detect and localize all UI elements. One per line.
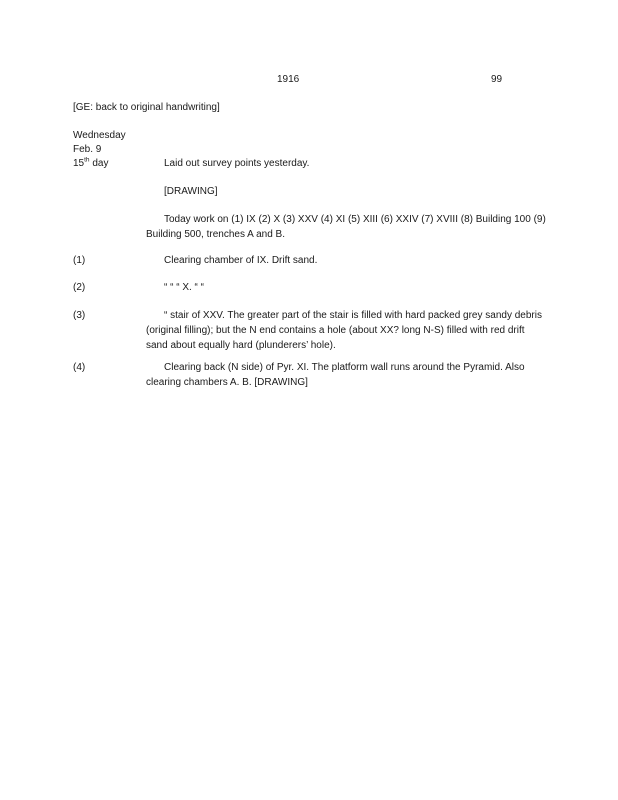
item-label: (2) xyxy=(73,282,86,293)
work-list-paragraph: Today work on (1) IX (2) X (3) XXV (4) XI (5) XIII (6) XXIV (7) XVIII (8) Building 100 (9) Building 500, trenches A and B. xyxy=(146,214,546,240)
date-weekday: Wednesday xyxy=(73,130,126,141)
date-month-day: Feb. 9 xyxy=(73,144,102,155)
item-text: “ “ “ X. “ “ xyxy=(164,282,204,293)
day-word: day xyxy=(92,158,109,169)
item-text: “ stair of XXV. The greater part of the stair is filled with hard packed grey sandy debris (original filling); but the N end contains a hole (about XX? long N-S) filled with red drift sand about equally hard (plunderers’ hole). xyxy=(146,310,542,351)
survey-entry: Laid out survey points yesterday. xyxy=(164,158,310,169)
page-year: 1916 xyxy=(277,74,300,85)
drawing-placeholder: [DRAWING] xyxy=(164,186,218,197)
page-number: 99 xyxy=(491,74,503,85)
editor-note: [GE: back to original handwriting] xyxy=(73,102,220,113)
item-label: (3) xyxy=(73,310,86,321)
day-number: 15 xyxy=(73,158,85,169)
date-day-count xyxy=(73,156,108,171)
item-label: (4) xyxy=(73,362,86,373)
item-text: Clearing back (N side) of Pyr. XI. The platform wall runs around the Pyramid. Also clearing chambers A. B. [DRAWING] xyxy=(146,362,525,388)
item-text: Clearing chamber of IX. Drift sand. xyxy=(164,255,318,266)
item-label: (1) xyxy=(73,255,86,266)
day-suffix: th xyxy=(84,156,90,164)
